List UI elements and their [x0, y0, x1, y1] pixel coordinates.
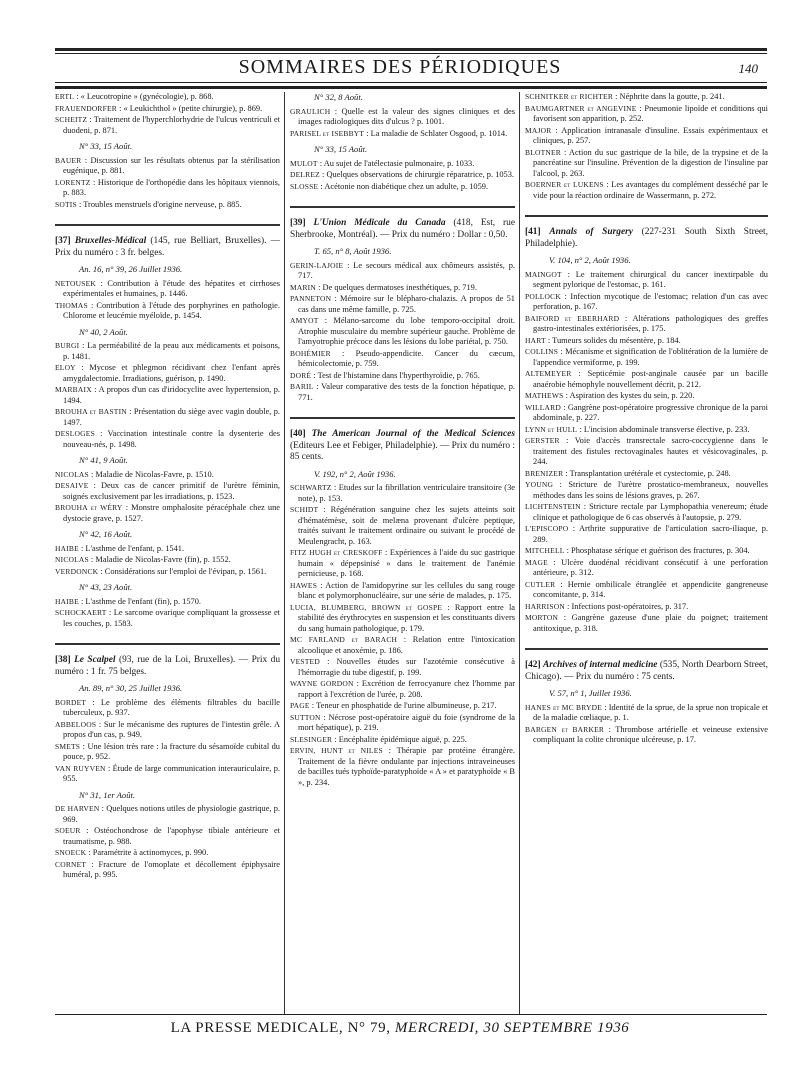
entry-author: LICHTENSTEIN	[525, 502, 581, 511]
issue-heading: An. 89, n° 30, 25 Juillet 1936.	[79, 683, 183, 693]
entry-title: : Valeur comparative des tests de la fonction hépatique, p. 771.	[298, 382, 515, 402]
summary-entry	[55, 301, 280, 322]
journal-heading-39: [39] L'Union Médicale du Canada (418, Est, rue Sherbrooke, Montréal). — Prix du numéro : Dollar : 0,50.	[290, 218, 516, 240]
entry-title: : Étude de large communication interauriculaire, p. 955.	[63, 763, 280, 783]
column-divider-2	[519, 92, 520, 1014]
summary-entry	[525, 703, 768, 724]
journal-heading-40: [40] The American Journal of the Medical Sciences (Editeurs Lee et Febiger, Philadelphie). — Prix du numéro : 85 cents.	[290, 429, 515, 462]
entry-title: : L'asthme de l'enfant (fin), p. 1570.	[78, 596, 202, 606]
entry-title: : Infections post-opératoires, p. 317.	[564, 601, 689, 611]
summary-entry	[55, 92, 280, 103]
entry-author: MAINGOT	[525, 269, 562, 279]
summary-entry	[290, 159, 515, 170]
entry-title: : L'asthme de l'enfant, p. 1541.	[78, 543, 185, 553]
entry-author: BAUER	[55, 155, 82, 165]
issue-heading: N° 42, 16 Août.	[79, 529, 133, 539]
entry-author: LUCIA, BLUMBERG, BROWN et GOSPE	[290, 602, 443, 612]
entry-author: BOHÉMIER	[290, 348, 331, 358]
entry-author: BORDET	[55, 697, 87, 707]
summary-entry	[290, 261, 515, 282]
summary-entry	[525, 469, 768, 480]
journal-separator	[290, 417, 515, 419]
summary-entry	[55, 156, 280, 177]
entry-author: LORENTZ	[55, 177, 91, 187]
summary-entry	[55, 341, 280, 362]
entry-author: GRAULICH	[290, 106, 331, 116]
entry-title: : Infection mycotique de l'estomac; relation d'un cas avec perforation, p. 167.	[533, 291, 768, 311]
entry-title: : Mécanisme et signification de l'oblitération de la lumière de l'appendice vermiforme, p. 199.	[533, 347, 768, 367]
journal-heading-42: [42] Archives of internal medicine (535, North Dearborn Street, Chicago). — Prix du numéro : 75 cents.	[525, 660, 768, 682]
summary-entry	[290, 483, 515, 504]
summary-entry	[525, 314, 768, 335]
summary-entry	[55, 407, 280, 428]
summary-entry	[55, 804, 280, 825]
summary-entry	[290, 182, 515, 193]
summary-entry	[290, 603, 515, 635]
entry-author: POLLOCK	[525, 291, 561, 301]
entry-author: DELREZ	[290, 170, 320, 179]
entry-author: SUTTON	[290, 712, 321, 722]
summary-entry	[290, 581, 515, 602]
entry-author: HANES et MC BRYDE	[525, 702, 603, 712]
page-title: SOMMAIRES DES PÉRIODIQUES	[238, 56, 562, 78]
entry-title: : Contribution à l'étude des hépatites et cirrhoses expérimentales et humaines, p. 1446.	[63, 278, 280, 298]
entry-title: : Nouvelles études sur l'azotémie consécutive à l'hémorragie du tube digestif, p. 199.	[298, 657, 515, 677]
entry-title: : Au sujet de l'atélectasie pulmonaire, p. 1033.	[317, 158, 475, 168]
summary-entry	[55, 279, 280, 300]
summary-entry	[525, 292, 768, 313]
summary-entry	[525, 502, 768, 523]
summary-entry	[290, 679, 515, 700]
entry-author: ERTL	[55, 92, 75, 101]
entry-author: COLLINS	[525, 347, 559, 356]
summary-entry	[290, 107, 515, 128]
entry-title: : A propos d'un cas d'iridocyclite avec hypertension, p. 1494.	[63, 385, 280, 405]
journal-separator	[55, 224, 280, 226]
entry-title: : De quelques dermatoses inesthétiques, p. 719.	[316, 282, 477, 292]
entry-author: HAWES	[290, 580, 318, 590]
summary-entry	[55, 742, 280, 763]
entry-title: : Altérations pathologiques des greffes gastro-intestinales extériorisées, p. 175.	[533, 313, 768, 333]
entry-title: : La maladie de Schlater Osgood, p. 1014.	[364, 128, 508, 138]
footer-rule	[55, 1014, 767, 1015]
entry-title: : Ulcère duodénal récidivant consécutif à une perforation antérieure, p. 312.	[533, 557, 768, 577]
page-footer	[0, 1020, 800, 1037]
summary-entry	[525, 148, 768, 180]
entry-title: : Hernie ombilicale étranglée et appendicite gangreneuse concomitante, p. 314.	[533, 579, 768, 599]
issue-heading: T. 65, n° 8, Août 1936.	[314, 246, 392, 256]
summary-entry	[525, 403, 768, 424]
journal-separator	[525, 215, 768, 217]
entry-title: : Stricture rectale par Lymphopathia venereum; étude clinique et pathologique de 6 cas observés à l'autopsie, p. 279.	[533, 502, 768, 522]
summary-entry	[290, 316, 515, 348]
entry-author: GERSTER	[525, 436, 560, 445]
entry-title: : Teneur en phosphatide de l'urine albumineuse, p. 217.	[309, 701, 497, 710]
summary-entry	[290, 548, 515, 580]
summary-entry	[55, 848, 280, 859]
entry-author: SCHIDT	[290, 505, 319, 514]
summary-entry	[55, 860, 280, 881]
summary-entry	[55, 608, 280, 629]
header-rule-thin	[55, 53, 767, 54]
summary-entry	[290, 746, 515, 788]
journal-separator	[525, 648, 768, 650]
summary-entry	[55, 544, 280, 555]
column-1	[55, 92, 280, 882]
summary-entry	[290, 657, 515, 678]
entry-author: ABBELOOS	[55, 719, 97, 729]
header-rule-lower-thin	[55, 82, 767, 83]
entry-author: FITZ HUGH et CRESKOFF	[290, 548, 383, 557]
summary-entry	[55, 597, 280, 608]
entry-title: : Septicémie post-anginale causée par un bacille anaérobie hémophyle nouvellement décrit, p. 212.	[533, 369, 768, 389]
entry-title: : Le sarcome ovarique compliquant la grossesse et les couches, p. 1583.	[63, 608, 280, 628]
summary-entry	[290, 283, 515, 294]
summary-entry	[55, 503, 280, 524]
entry-author: DESAIVE	[55, 481, 89, 490]
summary-entry	[55, 698, 280, 719]
entry-author: SNOECK	[55, 848, 87, 857]
entry-title: : « Leucotropine » (gynécologie), p. 868.	[74, 92, 214, 101]
entry-author: WILLARD	[525, 402, 561, 412]
entry-title: : Mycose et phlegmon récidivant chez l'enfant après amygdalectomie. Irradiations, guérison, p. 1490.	[63, 363, 280, 383]
entry-title: : Régénération sanguine chez les sujets atteints soit d'hématémèse, soit de melæna provenant d'ulcère peptique, traités suivant le traitement ordinaire ou suivant le procédé de Meulengracht, p. 163.	[298, 505, 515, 546]
column-2	[290, 92, 515, 789]
entry-title: : Gangrène post-opératoire progressive chronique de la paroi abdominale, p. 227.	[533, 402, 768, 422]
entry-author: BURGI	[55, 341, 80, 350]
summary-entry	[525, 546, 768, 557]
summary-entry	[290, 735, 515, 746]
entry-author: GERIN-LAJOIE	[290, 260, 344, 270]
entry-title: : L'incision abdominale transverse élective, p. 233.	[577, 424, 750, 434]
entry-title: : Thrombose artérielle et veineuse extensive compliquant la colite chronique ulcéreuse, p. 17.	[533, 724, 768, 744]
entry-author: WAYNE GORDON	[290, 679, 354, 688]
entry-title: : Paramétrite à actinomyces, p. 990.	[86, 848, 209, 857]
entry-author: DORÉ	[290, 370, 312, 380]
entry-author: SCHNITKER et RICHTER	[525, 92, 614, 101]
entry-author: HAIBE	[55, 596, 79, 606]
summary-entry	[55, 429, 280, 450]
summary-entry	[525, 613, 768, 634]
entry-title: : Action du suc gastrique de la bile, de la trypsine et de la pancréatine sur l'insuline. Prévention de la digestion de l'insuline par l'alcool, p. 263.	[533, 147, 768, 178]
header-rule-lower-thick	[55, 86, 767, 89]
entry-title: : Mémoire sur le blépharo-chalazis. A propos de 51 cas dans une même famille, p. 725.	[298, 294, 515, 314]
summary-entry	[290, 713, 515, 734]
entry-author: SCHWARTZ	[290, 483, 332, 492]
issue-heading: N° 33, 15 Août.	[79, 141, 133, 151]
entry-author: MC FARLAND et BARACH	[290, 635, 398, 644]
entry-title: : Encéphalite épidémique aiguë, p. 225.	[332, 734, 467, 744]
entry-author: ERVIN, HUNT et NILES	[290, 746, 383, 755]
entry-author: MORTON	[525, 613, 559, 622]
entry-title: : Deux cas de cancer primitif de l'urètre féminin, soignés exclusivement par les irradiations, p. 1523.	[63, 481, 280, 501]
entry-author: SLOSSE	[290, 181, 319, 191]
summary-entry	[290, 129, 515, 140]
summary-entry	[525, 391, 768, 402]
entry-title: : Mélano-sarcome du lobe temporo-occipital droit. Atrophie musculaire du membre supérieur gauche. Problème de l'amyotrophie précoce dans les lésions du lobe pariétal, p. 750.	[298, 316, 515, 346]
summary-entry	[525, 104, 768, 125]
entry-author: VESTED	[290, 657, 320, 666]
summary-entry	[290, 382, 515, 403]
entry-author: THOMAS	[55, 300, 88, 310]
entry-title: : Aspiration des kystes du sein, p. 220.	[563, 391, 695, 400]
entry-title: : Voie d'accès transrectale sacro-coccygienne dans le traitement des fistules rectovaginales hautes et vésicovaginales, p. 244.	[533, 436, 768, 466]
entry-title: : Maladie de Nicolas-Favre, p. 1510.	[88, 469, 214, 479]
page-number: 140	[738, 61, 758, 76]
summary-entry	[55, 567, 280, 578]
entry-title: : Nécrose post-opératoire aiguë du foie (syndrome de la mort hépatique), p. 219.	[298, 712, 515, 732]
entry-title: : Quelques notions utiles de physiologie gastrique, p. 969.	[63, 804, 281, 824]
entry-author: SOTIS	[55, 199, 77, 209]
summary-entry	[290, 371, 515, 382]
entry-author: PARISEL et ISEBBYT	[290, 128, 365, 138]
summary-entry	[55, 115, 280, 136]
entry-author: CORNET	[55, 859, 87, 869]
summary-entry	[55, 178, 280, 199]
entry-title: : Pneumonie lipoïde et conditions qui favorisent son apparition, p. 252.	[533, 103, 768, 123]
entry-title: : Monstre omphalosite péracéphale chez une dystocie grave, p. 1527.	[63, 503, 280, 523]
summary-entry	[290, 701, 515, 712]
entry-title: : Discussion sur les résultats obtenus par la stérilisation eugénique, p. 881.	[63, 155, 280, 175]
entry-author: DESLOGES	[55, 429, 95, 438]
entry-title: : Troubles menstruels d'origine nerveuse, p. 885.	[76, 199, 242, 209]
issue-heading: N° 41, 9 Août.	[79, 455, 128, 465]
footer-publication: LA PRESSE MEDICALE, N° 79,	[170, 1020, 391, 1036]
entry-author: NICOLAS	[55, 555, 89, 564]
entry-title: : Présentation du siège avec vagin double, p. 1497.	[63, 407, 280, 427]
footer-date: MERCREDI, 30 SEPTEMBRE 1936	[394, 1020, 630, 1036]
issue-heading: An. 16, n° 39, 26 Juillet 1936.	[79, 264, 183, 274]
entry-author: LYNN et HULL	[525, 424, 578, 434]
issue-heading: V. 57, n° 1, Juillet 1936.	[549, 688, 632, 698]
summary-entry	[55, 470, 280, 481]
entry-title: : Considérations sur l'emploi de l'évipan, p. 1561.	[98, 566, 267, 576]
entry-title: : Phosphatase sérique et guérison des fractures, p. 304.	[564, 546, 750, 555]
journal-separator	[290, 206, 515, 208]
summary-entry	[525, 480, 768, 501]
entry-author: MARBAIX	[55, 385, 92, 394]
entry-author: SCHOCKAERT	[55, 608, 107, 617]
entry-title: : Stricture de l'urètre prostatico-membraneux, nouvelles méthodes dans les soins de lésions graves, p. 267.	[533, 480, 768, 500]
summary-entry	[525, 347, 768, 368]
summary-entry	[525, 580, 768, 601]
summary-entry	[525, 369, 768, 390]
summary-entry	[290, 170, 515, 181]
entry-title: : Arthrite suppurative de l'articulation sacro-iliaque, p. 289.	[533, 524, 768, 544]
entry-author: SCHEITZ	[55, 115, 88, 124]
entry-author: BAIFORD et EBERHARD	[525, 313, 620, 323]
summary-entry	[525, 725, 768, 746]
summary-entry	[525, 425, 768, 436]
entry-author: DE HARVEN	[55, 804, 100, 813]
summary-entry	[525, 336, 768, 347]
entry-title: : Sur le mécanisme des ruptures de l'intestin grêle. A propos d'un cas, p. 949.	[63, 719, 280, 739]
entry-author: HART	[525, 335, 546, 345]
summary-entry	[55, 363, 280, 384]
entry-author: PANNETON	[290, 294, 332, 303]
entry-author: VERDONCK	[55, 566, 99, 576]
entry-title: : Le problème des éléments filtrables du bacille tuberculeux, p. 937.	[63, 697, 280, 717]
entry-author: L'EPISCOPO	[525, 524, 569, 533]
entry-title: : « Leukichthol » (petite chirurgie), p. 869.	[117, 103, 263, 113]
entry-author: VAN RUYVEN	[55, 763, 106, 773]
entry-author: BROUHA et WÉRY	[55, 503, 123, 512]
entry-author: MARIN	[290, 282, 317, 292]
entry-author: NICOLAS	[55, 469, 89, 479]
issue-heading: N° 40, 2 Août.	[79, 326, 128, 337]
summary-entry	[55, 385, 280, 406]
entry-author: PAGE	[290, 701, 310, 710]
entry-title: : Historique de l'orthopédie dans les hôpitaux viennois, p. 883.	[63, 177, 280, 197]
entry-title: : Tumeurs solides du mésentère, p. 184.	[545, 335, 681, 345]
entry-author: FRAUENDORFER	[55, 103, 117, 113]
entry-title: : Néphrite dans la goutte, p. 241.	[613, 92, 725, 101]
entry-title: : Pseudo-appendicite. Cancer du cæcum, hémicolectomie, p. 759.	[298, 348, 515, 368]
summary-entry	[55, 826, 280, 847]
summary-entry	[55, 764, 280, 785]
summary-entry	[525, 92, 768, 103]
entry-title: : Relation entre l'intoxication alcoolique et anoxémie, p. 186.	[298, 635, 515, 655]
entry-title: : Action de l'amidopyrine sur les cellules du sang rouge blanc et polymorphonucléaire, sur une série de malades, p. 175.	[298, 580, 515, 600]
entry-author: ELOY	[55, 363, 76, 372]
summary-entry	[55, 200, 280, 211]
entry-author: BLOTNER	[525, 147, 561, 157]
entry-author: MULOT	[290, 158, 318, 168]
journal-heading-41: [41] Annals of Surgery (227-231 South Sixth Street, Philadelphie).	[525, 227, 769, 249]
entry-title: : Une lésion très rare : la fracture du sésamoïde cubital du pouce, p. 952.	[63, 741, 280, 761]
entry-title: : Quelle est la valeur des signes cliniques et des images radiologiques dits d'ulcus ? p. 1001.	[298, 106, 515, 126]
summary-entry	[55, 104, 280, 115]
summary-entry	[55, 720, 280, 741]
summary-entry	[290, 349, 515, 370]
summary-entry	[525, 270, 768, 291]
entry-author: MAGE	[525, 557, 548, 567]
entry-title: : Rapport entre la stabilité des érythrocytes en suspension et les constituants divers du sang humain pathologique, p. 179.	[298, 602, 515, 633]
issue-heading: V. 104, n° 2, Août 1936.	[549, 255, 631, 265]
entry-title: : Contribution à l'étude des porphyrines en pathologie. Chlorome et leucémie myéloïde, p. 1454.	[63, 300, 280, 320]
summary-entry	[525, 602, 768, 613]
summary-entry	[525, 180, 768, 201]
entry-title: : Le traitement chirurgical du cancer inextirpable du segment pylorique de l'estomac, p. 161.	[533, 269, 768, 289]
entry-author: MATHEWS	[525, 391, 564, 400]
summary-entry	[290, 294, 515, 315]
entry-title: : Expériences à l'aide du suc gastrique humain « dépepsinisé » dans le traitement de l'anémie pernicieuse, p. 168.	[298, 548, 515, 578]
entry-title: : Transplantation urétérale et cystectomie, p. 248.	[563, 468, 731, 478]
entry-title: : Fracture de l'omoplate et décollement épiphysaire huméral, p. 995.	[63, 859, 280, 879]
journal-heading-37: [37] Bruxelles-Médical (145, rue Belliart, Bruxelles). — Prix du numéro : 3 fr. belges.	[55, 236, 280, 258]
summary-entry	[525, 524, 768, 545]
entry-title: : Vaccination intestinale contre la dysenterie des nouveau-nés, p. 1498.	[63, 429, 280, 449]
entry-author: SLESINGER	[290, 734, 333, 744]
entry-title: : Ostéochondrose de l'apophyse tibiale antérieure et traumatisme, p. 988.	[63, 826, 280, 846]
summary-entry	[55, 481, 280, 502]
entry-title: : Etudes sur la fibrillation ventriculaire transitoire (3e note), p. 153.	[298, 483, 515, 503]
entry-author: BROUHA et BASTIN	[55, 407, 127, 416]
summary-entry	[525, 126, 768, 147]
summary-entry	[290, 505, 515, 547]
entry-title: : Traitement de l'hyperchlorhydrie de l'ulcus ventriculi et duodeni, p. 871.	[63, 115, 280, 135]
header-rule-thick	[55, 48, 767, 51]
entry-title: : Les avantages du complément desséché par le vide pour la réaction ordinaire de Wassermann, p. 272.	[533, 180, 768, 200]
entry-title: : Identité de la sprue, de la sprue non tropicale et de la maladie cœliaque, p. 1.	[533, 702, 768, 722]
issue-heading: N° 32, 8 Août.	[314, 92, 363, 102]
entry-title: : Thérapie par protéine étrangère. Traitement de la fièvre ondulante par injections intraveineuses de bacilles tués typhoïde-paratyphoïde « A » et paratyphoïde « B », p. 234.	[298, 746, 515, 787]
summary-entry	[55, 555, 280, 566]
entry-author: BOERNER et LUKENS	[525, 180, 604, 189]
entry-title: : Gangrène gazeuse d'une plaie du poignet; traitement antitoxique, p. 318.	[533, 613, 768, 633]
entry-title: : Application intranasale d'insuline. Essais expérimentaux et cliniques, p. 257.	[533, 125, 768, 145]
column-3	[525, 92, 768, 747]
summary-entry	[525, 558, 768, 579]
entry-author: SMETS	[55, 741, 81, 751]
entry-author: ALTEMEYER	[525, 369, 572, 378]
entry-author: BRENIZER	[525, 468, 564, 478]
entry-author: HARRISON	[525, 601, 565, 611]
entry-title: : Test de l'histamine dans l'hyperthyroïdie, p. 765.	[311, 370, 480, 380]
entry-author: BARGEN et BARKER	[525, 724, 605, 734]
entry-title: : Quelques observations de chirurgie réparatrice, p. 1053.	[319, 170, 514, 179]
entry-author: MITCHELL	[525, 546, 565, 555]
column-divider-1	[284, 92, 285, 1014]
entry-author: SOEUR	[55, 826, 81, 835]
entry-title: : La perméabilité de la peau aux médicaments et poisons, p. 1481.	[63, 341, 280, 361]
entry-author: BARIL	[290, 382, 314, 391]
entry-title: : Le secours médical aux chômeurs assistés, p. 717.	[298, 260, 515, 280]
entry-title: : Maladie de Nicolas-Favre (fin), p. 1552.	[88, 555, 231, 564]
journal-separator	[55, 643, 280, 645]
entry-title: : Excrétion de ferrocyanure chez l'homme par rapport à l'excrétion de l'urée, p. 208.	[298, 679, 516, 699]
issue-heading: N° 43, 23 Août.	[79, 582, 133, 592]
entry-author: MAJOR	[525, 125, 552, 135]
summary-entry	[525, 436, 768, 468]
entry-title: : Acétonie non diabétique chez un adulte, p. 1059.	[318, 181, 489, 191]
summary-entry	[290, 635, 515, 656]
entry-author: BAUMGARTNER et ANGEVINE	[525, 103, 637, 113]
entry-author: HAIBE	[55, 543, 79, 553]
entry-author: AMYOT	[290, 316, 319, 325]
issue-heading: N° 33, 15 Août.	[314, 144, 368, 154]
issue-heading: N° 31, 1er Août.	[79, 789, 136, 800]
entry-author: YOUNG	[525, 480, 554, 489]
entry-author: CUTLER	[525, 579, 556, 589]
entry-author: NETOUSEK	[55, 278, 97, 288]
journal-heading-38: [38] Le Scalpel (93, rue de la Loi, Bruxelles). — Prix du numéro : 1 fr. 75 belges.	[55, 655, 281, 677]
issue-heading: V. 192, n° 2, Août 1936.	[314, 468, 396, 479]
